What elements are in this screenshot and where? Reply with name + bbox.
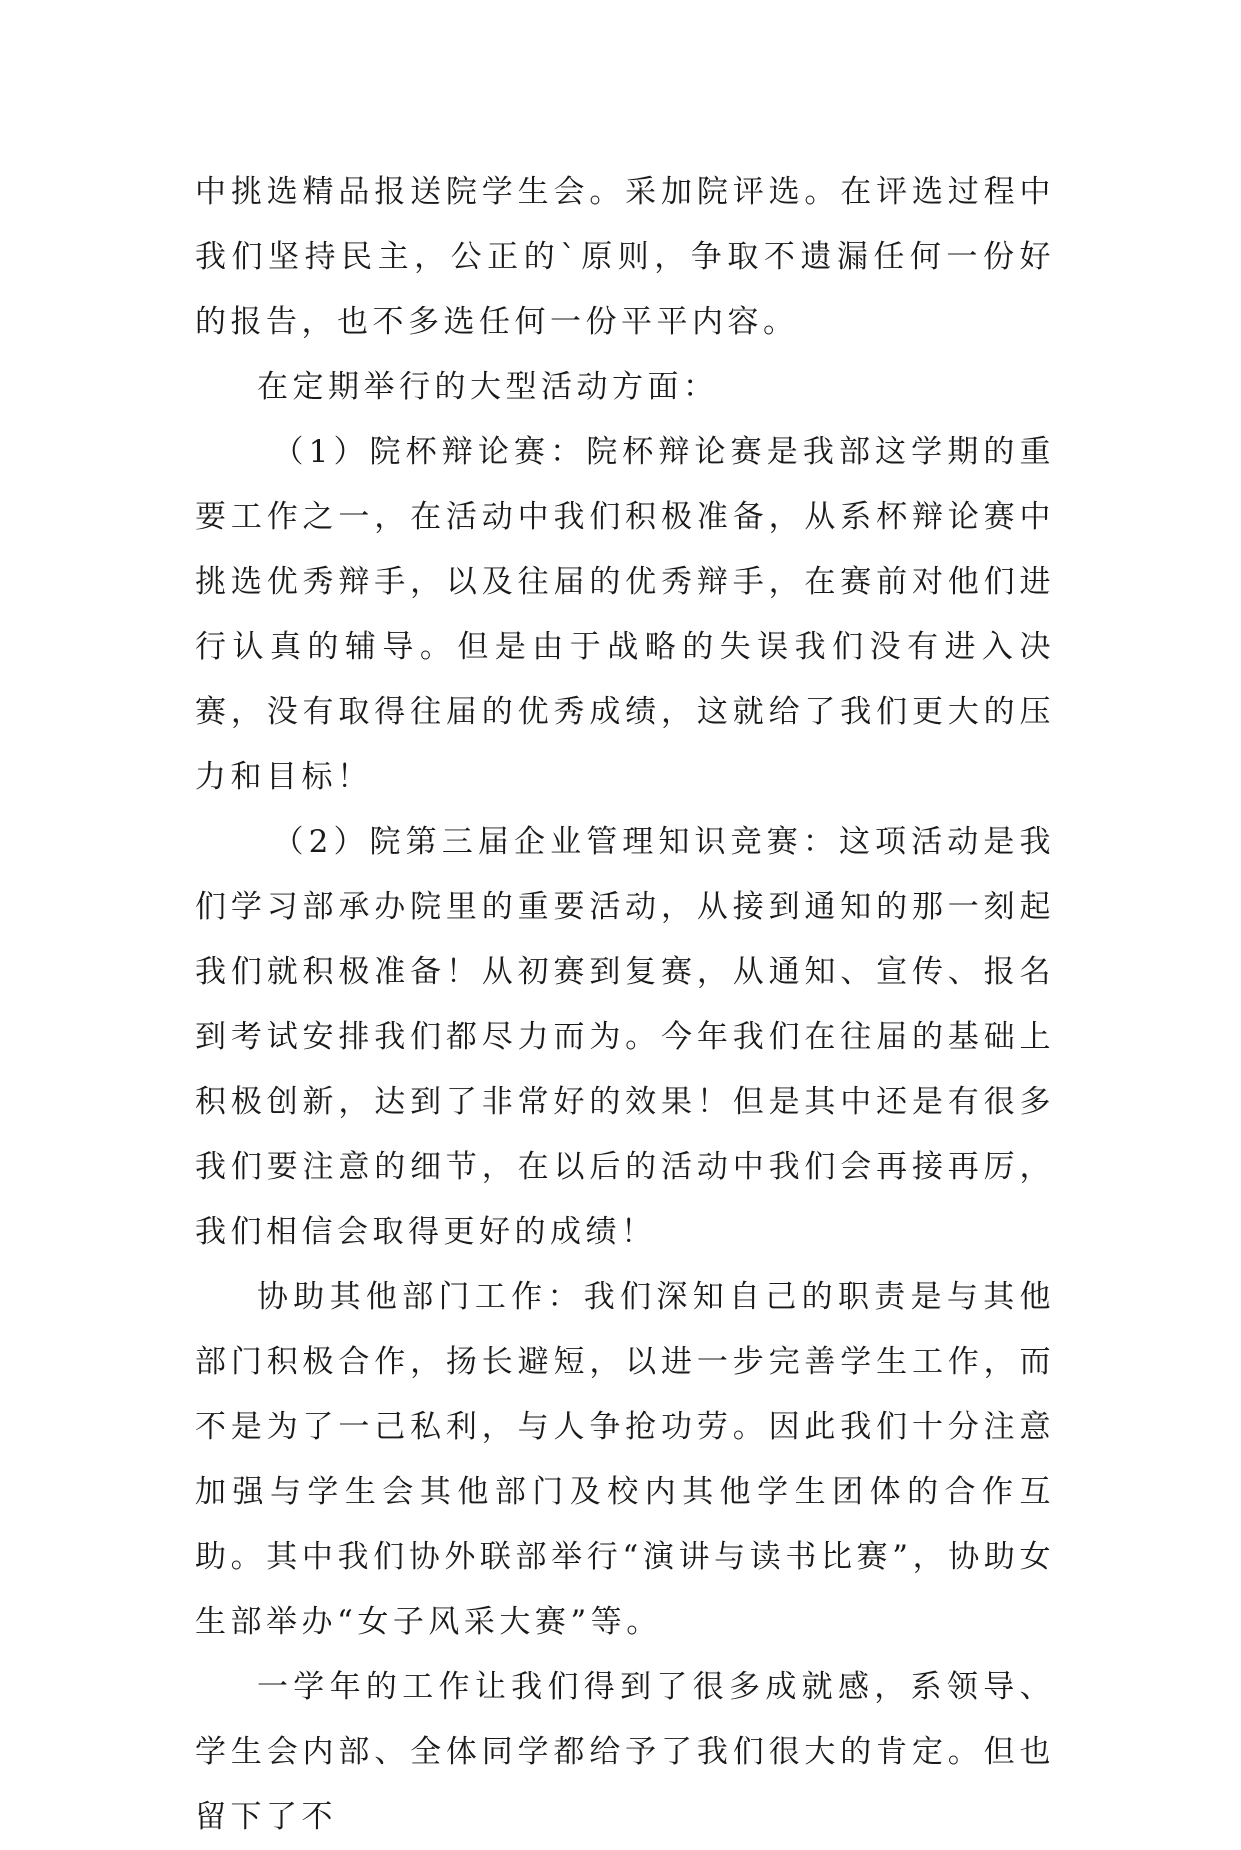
paragraph-debate-contest: （1）院杯辩论赛：院杯辩论赛是我部这学期的重要工作之一，在活动中我们积极准备，从系杯辩论赛中挑选优秀辩手，以及往届的优秀辩手，在赛前对他们进行认真的辅导。但是由于战略的失误我们没有进入决赛，没有取得往届的优秀成绩，这就给了我们更大的压力和目标！ [195,434,1055,795]
body-text [195,160,1055,1850]
paragraph-management-quiz: （2）院第三届企业管理知识竞赛：这项活动是我们学习部承办院里的重要活动，从接到通知的那一刻起我们就积极准备！从初赛到复赛，从通知、宣传、报名到考试安排我们都尽力而为。今年我们在往届的基础上积极创新，达到了非常好的效果！但是其中还是有很多我们要注意的细节，在以后的活动中我们会再接再厉，我们相信会取得更好的成绩！ [195,824,1055,1250]
paragraph-large-activities-intro: 在定期举行的大型活动方面： [257,369,719,405]
paragraph-report-selection: 中挑选精品报送院学生会。采加院评选。在评选过程中我们坚持民主，公正的`原则，争取不遗漏任何一份好的报告，也不多选任何一份平平内容。 [195,174,1055,340]
paragraph-year-summary: 一学年的工作让我们得到了很多成就感，系领导、学生会内部、全体同学都给予了我们很大的肯定。但也留下了不 [195,1669,1055,1835]
paragraph-assist-departments: 协助其他部门工作：我们深知自己的职责是与其他部门积极合作，扬长避短，以进一步完善学生工作，而不是为了一己私利，与人争抢功劳。因此我们十分注意加强与学生会其他部门及校内其他学生团体的合作互助。其中我们协外联部举行“演讲与读书比赛”，协助女生部举办“女子风采大赛”等。 [195,1279,1055,1640]
